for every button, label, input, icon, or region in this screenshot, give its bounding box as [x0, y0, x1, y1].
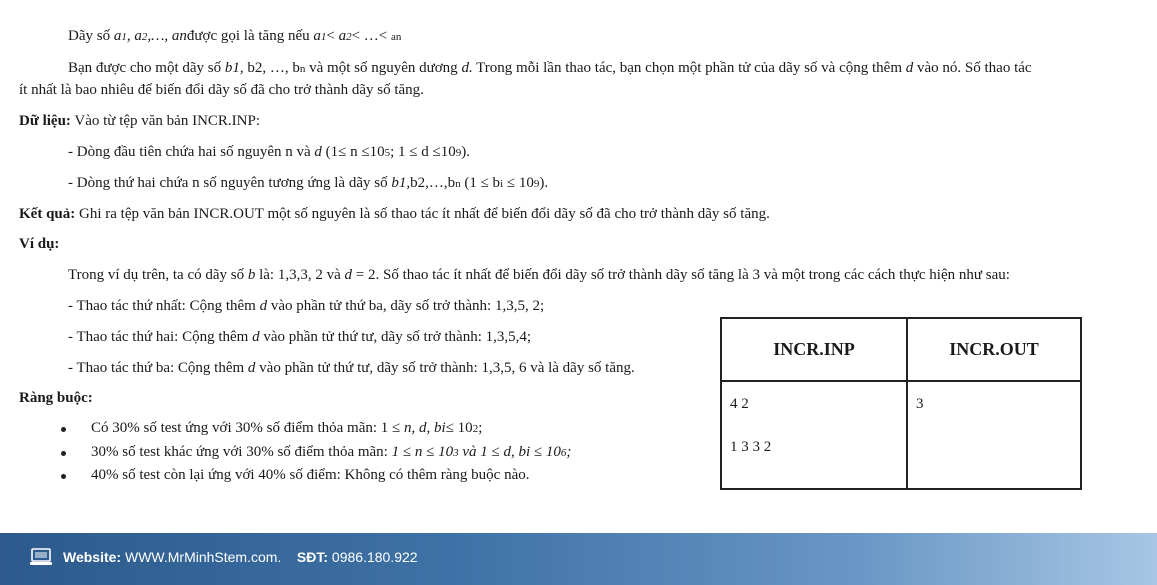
input-sample-line1: 4 2 [730, 396, 749, 412]
table-cell-output [907, 381, 1081, 489]
example-step1: - Thao tác thứ nhất: Cộng thêm d vào phần tử thứ ba, dãy số trở thành: 1,3,5, 2; [68, 298, 545, 314]
definition-line: Dãy số a1, a2,…, anđược gọi là tăng nếu a1< a2< …< an [68, 28, 402, 44]
table-cell-input [721, 381, 907, 489]
input-sample-line2: 1 3 3 2 [730, 439, 772, 455]
problem-statement-line1: Bạn được cho một dãy số b1, b2, …, bn và một số nguyên dương d. Trong mỗi lần thao tác, bạn chọn một phần tử của dãy số và cộng thêm d vào nó. Số thao tác [68, 60, 1032, 76]
constraints-heading: Ràng buộc: [19, 390, 93, 406]
constraint-item-1: Có 30% số test ứng với 30% số điểm thỏa mãn: 1 ≤ n, d, bi≤ 102; [91, 420, 483, 436]
problem-statement-line2: ít nhất là bao nhiêu để biến đổi dãy số đã cho trở thành dãy số tăng. [19, 82, 424, 98]
computer-icon [30, 548, 52, 566]
table-header-output: INCR.OUT [907, 318, 1081, 381]
example-step2: - Thao tác thứ hai: Cộng thêm d vào phần tử thứ tư, dãy số trở thành: 1,3,5,4; [68, 329, 532, 345]
bullet-icon [61, 427, 66, 432]
output-heading: Kết quả: Ghi ra tệp văn bản INCR.OUT một số nguyên là số thao tác ít nhất để biến đổi dãy số đã cho trở thành dãy số tăng. [19, 206, 770, 222]
table-header-input: INCR.INP [721, 318, 907, 381]
constraint-item-2: 30% số test khác ứng với 30% số điểm thỏa mãn: 1 ≤ n ≤ 103 và 1 ≤ d, bi ≤ 106; [91, 444, 572, 460]
input-line2: - Dòng thứ hai chứa n số nguyên tương ứng là dãy số b1,b2,…,bn (1 ≤ bi ≤ 109). [68, 175, 549, 191]
example-io-table [720, 317, 1082, 490]
output-sample-line1: 3 [916, 396, 924, 412]
input-line1: - Dòng đầu tiên chứa hai số nguyên n và d (1≤ n ≤105; 1 ≤ d ≤109). [68, 144, 471, 160]
constraint-item-3: 40% số test còn lại ứng với 40% số điểm: Không có thêm ràng buộc nào. [91, 467, 530, 483]
example-intro: Trong ví dụ trên, ta có dãy số b là: 1,3,3, 2 và d = 2. Số thao tác ít nhất để biến đổi dãy số trở thành dãy số tăng là 3 và một trong các cách thực hiện như sau: [68, 267, 1010, 283]
input-heading: Dữ liệu: Vào từ tệp văn bản INCR.INP: [19, 113, 261, 129]
bullet-icon [61, 474, 66, 479]
footer-banner [0, 533, 1157, 585]
example-heading: Ví dụ: [19, 236, 60, 252]
footer-contact: Website: WWW.MrMinhStem.com. SĐT: 0986.180.922 [63, 549, 418, 565]
example-step3: - Thao tác thứ ba: Cộng thêm d vào phần tử thứ tư, dãy số trở thành: 1,3,5, 6 và là dãy số tăng. [68, 360, 635, 376]
bullet-icon [61, 451, 66, 456]
